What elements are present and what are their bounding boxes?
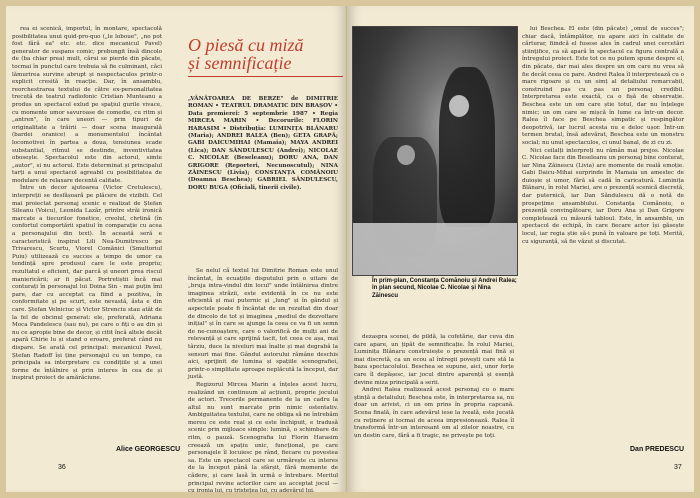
left-column-2: [188, 268, 338, 495]
right-column-1: [354, 334, 514, 482]
author-signature: Alice GEORGESCU: [116, 446, 181, 453]
article-title: [188, 36, 348, 72]
page-number: 37: [674, 464, 682, 471]
title-line: O piesă cu miză: [188, 35, 304, 55]
paragraph: dezaspra scenei, de pildă, la cofetărie, dar ceva din care apare, un țipăt de semnificație. În rolul Mariei, Luminița Blănaru construiește o prezență mai fină și mai discretă, ca un ecou al întregii povești care stă la baza spectacolului. Beschea se supune, aici, unor forțe care îl depășesc, iar jocul dintre aparență și esență devine miza principală a serii.: [354, 334, 514, 386]
paragraph: Regizorul Mircea Marin a înțeles acest lucru, realizând un continuum al acțiunii, proprie jocului de actori. Trecerile permanente de la un cadru la altul nu sunt marcate prin nimic ostentativ. Ambiguitatea textului, care ne obliga să ne întrebăm mereu ce este real și ce este închipuit, e tradusă scenic prin mijloace simple: lumină, o schimbare de ritm, o pauză. Scenografia lui Florin Harasim creează un spațiu unic, funcțional, pe care personajele îl locuiesc pe rând, fiecare cu povestea sa. Este un spectacol care se urmărește cu interes de la început până la sfârșit, fără momente de cădere, și care lasă în urmă o întrebare. Meritul principal revine actorilor care au acceptat jocul — cu ironia lui, cu tristețea lui, cu adevărul lui.: [188, 381, 338, 495]
paragraph: Între un decor ajutoarea (Victor Cretulescu), interpreții se desfășoară pe plăcere de vizibili. Cel mai proiectat personaj scenic e realizat de Ștefan Sileanu (Voicu), Leonida Lazăr, printre străi ironică marcate a tiecurilor fonetice, creolul, chrtină (în confortul comportării spatiul în comparație cu acea a personajului din text). În această seră e caracteristică inspirat Lili Nea-Dumitrescu pe Trivarescu, Scurtu, Viorel Comănici (Smultoriul Puiu) utilizează cu succes a tempo de umor ca tendință spre produsul care le este propriu; rezultatul e eficient, dar parcă și uneori prea riscul maniericării; ar fi păcat. Portretiștii încă mai conturați în personajul lui Doina Sin - mai puțin îmi pare, dar cu acceptat ca fiind a pozitiva, în conformitate și pe scurt, este nevastă, ăsta e din care. Ștefan Velniciuc și Victor Strenciu stau atât de la fel de obcinul generat: ele, preferată, Adriana Moca Pandelescu (sau nu), pe care o fiți o au din și nu ce apropie bine de decor, și citit încă altele decât apară Chirie lu și stand o eroare, preferat când nu dispare. Se arată cel principal: mecanicul Pavel, Ștefan Radoff își ține personajul cu un tempo, ca principala sa interpretare cu condițiile și a unei forme de întâlnire și prin interes în cea de și inspirat proiect de amărăciune.: [12, 185, 162, 382]
page-number: 36: [58, 464, 66, 471]
production-photo: [352, 26, 518, 276]
left-page: [6, 6, 347, 495]
paragraph: rea ei scenică, importul, în montare, spectacolă posibilitatea unui quid-pro-quo („le loboue", „no pot fost fără ea" etc. etc. dice mecanicul Pavel) generator de suspans comic; prebungit însă dincolo de (ba chiar prea) mult, cărui se pierde din păcate, tocmai în punctul care trebuia să fie culminant, căci lămurirea survine abrupt și nespectaculos printr-o explicit cresită în reacție. Dar, în ansamblu, reorchestrarea textului de către ex-personalitatea trecută de teatrul radiofonic Cristian Munteanu a produs un spectacol exlud pe spațiul gurile vivace, cu momente umor savuroase de comedie, cu ritm și „antren", în care uneori — prin tipuri de originalitate a trăirii — doar scena inaugurală (bardei oranice) a monumentului încântat locomotivei în partea a doua, tensiunea scade substantial, ritmul se destinde, inventivitatea obosește. Spectacolul este din actorul, simte „autor", si nu actorul. Este determinat și principalul tarți a unui spectacol agreabil cu posibilitatea de modulare de relaxare decentă calitate.: [12, 26, 162, 184]
photo-foreground: [353, 223, 517, 275]
photo-face: [397, 145, 415, 165]
paragraph: Nici ceilalți interpreți nu rămân mai prejos. Nicolae C. Nicolae face din Beseleanu un personaj bine conturat, iar Nina Zăinescu (Livia) are momente de reală emoție. Gabi Daicu-Mihai surprinde în Mamaia un amestec de duioșie și umor, fără să cadă în caricatură. Luminița Blănaru, în rolul Mariei, are o prezență scenică discretă, dar puternică, iar Dan Săndulescu dă o notă de prospețime ansamblului. Constanța Comănoiu, o prezență convingătoare, iar Doru Ana și Dan Grigore completează cu măsură tabloul. Este, în ansamblu, un spectacol de echipă, în care fiecare actor își găsește locul, iar regia știe să-i pună în valoare pe toți. Merită, cu siguranță, să fie văzut și discutat.: [522, 147, 684, 245]
right-page: [348, 6, 694, 492]
photo-caption: În prim-plan, Constanța Comănoiu și Andrei Ralea; în plan secund, Nicolae C. Nicolae și Nina Zăinescu: [372, 278, 517, 299]
author-signature: Dan PREDESCU: [630, 446, 685, 453]
photo-face: [449, 95, 469, 117]
paragraph: Se nelul că textul lui Dimitrie Roman este unul încântat, în ecuațiile disputului prin o uitare de „bruja intra-vindul din locul" unde întâlnirea dintre imaginea străzii, este evidentă în ce nu este eficientă și mai puternic și „lung" și în gândul și aspectele poate fi încântat de un rezultat din doar de dincolo de tot și imaginea „mediul de dezvoltare inițial" și în care se ajunge la ceea ce va fi un semn de ne-cunoaștere, care o valorifică de mulți ani de relevanță și care sprijină tacit, tot ceea ce așa, mai târziu, duce la niveluri mai înalte și mai degrabă la sensuri mai fine. Gândul autorului rămâne deschis aici, sprijinit de lumina și spațiile scenografiei, printr-o simplitate aproape neplăcută la început, dar justă.: [188, 268, 338, 381]
photo-figure: [439, 67, 495, 227]
title-rule: [188, 76, 343, 77]
production-credits: „VÂNĂTOAREA DE BERZE" de DIMITRIE ROMAN • TEATRUL DRAMATIC DIN BRAȘOV • Data premierei: 5 septembrie 1987 • Regia MIRCEA MARIN • Decorurile: FLORIN HARASIM • Distribuția: LUMINIȚA BLĂNARU (Maria); ANDREI RALEA (Ben); GETA GRAPĂ; GABI DAICUMIHAI (Mamaia); MAYA ANDREI (Lica); DAN SĂNDULESCU (Andrei); NICOLAE C. NICOLAE (Beseleanu); DORU ANA, DAN GRIGORE (Reporteri, Necunoscutul); NINA ZĂINESCU (Livia); CONSTANȚA COMĂNOIU (Doamna Beschea); GABRIEL SĂNDULESCU, DORU BUGA (Oficiali, tinerii civile).: [188, 96, 338, 191]
right-column-2: [522, 26, 684, 438]
title-line: și semnificație: [188, 53, 292, 73]
left-column-1: [12, 26, 162, 383]
paragraph: lui Beschea. El este (din păcate) „omul de succes"; chiar dacă, întâmplător, nu apare aici în calitate de cărturar, fiindcă el fusese ales în cadrul unei cercetări științifice, ca să apară în spectacol ca figura centrală a întregului proiect. Este tot ce nu putem spune despre el, din păcate, dar mai ales despre un om care nu vrea să fie decât ceea ce pare. Andrei Ralea îl interpretează cu o mare rigoare și cu un simț al detaliului remarcabil, construind pas cu pas un personaj credibil. Interpretarea este exactă, ca o fișă de observație. Beschea este un om care știe totul, dar nu înțelege nimic; un om care se mișcă în lume ca într-un decor. Ralea îl face pe Beschea simpatic și respingător deopotrivă, iar lucrul acesta nu e deloc ușor. Într-un termen brutal, însă adevărat, Beschea este un monstru social; nu unul spectaculos, ci unul banal, de zi cu zi.: [522, 26, 684, 146]
paragraph: Andrei Ralea realizează acest personaj cu o mare ștință a detaliului; Beschea este, în interpretarea sa, nu doar un arivist, ci un om prins în propria capcană. Scena finală, în care adevărul iese la iveală, este jucată cu reținere și tocmai de aceea impresionează. Ralea îl transformă într-un interesant om al zilelor noastre, cu un destin care, fără a fi tragic, ne privește pe toți.: [354, 387, 514, 439]
